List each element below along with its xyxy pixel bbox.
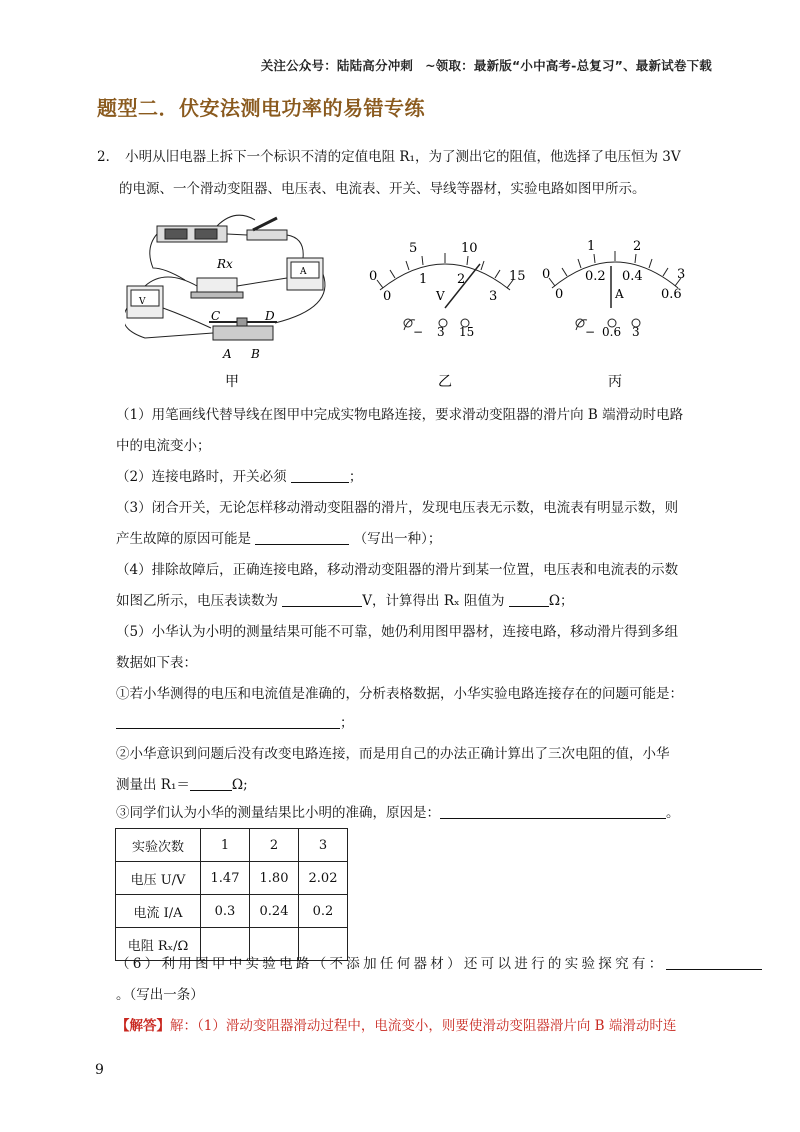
table-cell: 电阻 Rₓ/Ω xyxy=(116,928,201,961)
table-cell: 1.47 xyxy=(201,862,250,895)
table-cell: 2.02 xyxy=(299,862,348,895)
answer-blank-2[interactable] xyxy=(291,468,349,483)
table-header-cell: 1 xyxy=(201,829,250,862)
ammeter-scale-0.4: 0.4 xyxy=(622,269,643,284)
figure-diagrams xyxy=(125,208,705,398)
table-header-cell: 3 xyxy=(299,829,348,862)
answer-text: 解：（1）滑动变阻器滑动过程中，电流变小，则要使滑动变阻器滑片向 B 端滑动时连 xyxy=(170,1018,677,1034)
rx-label: Rx xyxy=(217,257,233,271)
voltmeter-scale-0-inner: 0 xyxy=(383,289,392,304)
table-cell: 电流 I/A xyxy=(116,895,201,928)
voltmeter-ticks xyxy=(377,253,513,288)
table-row xyxy=(116,862,348,895)
table-cell: 1.80 xyxy=(250,862,299,895)
question-line-2: 的电源、一个滑动变阻器、电压表、电流表、开关、导线等器材，实验电路如图甲所示。 xyxy=(119,181,646,197)
table-cell: 0.24 xyxy=(250,895,299,928)
table-header-cell: 2 xyxy=(250,829,299,862)
answer-blank-5-2[interactable] xyxy=(190,776,232,791)
part-1-line-1: （1）用笔画线代替导线在图甲中完成实物电路连接，要求滑动变阻器的滑片向 B 端滑动时电路 xyxy=(116,407,684,423)
part-6-line-1: （6）利用图甲中实验电路（不添加任何器材）还可以进行的实验探究有： xyxy=(116,954,762,974)
header-left: 关注公众号：陆陆高分冲刺 xyxy=(260,58,414,73)
voltmeter-scale-0-outer: 0 xyxy=(369,269,378,284)
header-right: ~领取：最新版“小中高考-总复习”、最新试卷下载 xyxy=(425,58,712,73)
question-number: 2． xyxy=(97,149,120,165)
question-line-1: 2． 小明从旧电器上拆下一个标识不清的定值电阻 R₁，为了测出它的阻值，他选择了电压恒为 3V xyxy=(97,149,681,165)
answer-tag: 【解答】 xyxy=(116,1018,170,1034)
part-5-item-2-line-2: 测量出 R₁＝ Ω; xyxy=(116,777,248,793)
table-row xyxy=(116,895,348,928)
voltmeter-letter: V xyxy=(139,297,146,307)
part-1-line-2: 中的电流变小； xyxy=(116,438,211,454)
ammeter-scale-0.2: 0.2 xyxy=(585,269,606,284)
rheostat-label-d: D xyxy=(265,309,275,323)
answer-blank-4-resistance[interactable] xyxy=(509,592,549,607)
part-4-line-2: 如图乙所示，电压表读数为 V，计算得出 Rₓ 阻值为 Ω； xyxy=(116,593,574,609)
answer-blank-6[interactable] xyxy=(666,955,762,970)
part-2: （2）连接电路时，开关必须 ； xyxy=(116,469,363,485)
answer-blank-5-1[interactable] xyxy=(116,714,340,729)
part-3-line-1: （3）闭合开关，无论怎样移动滑动变阻器的滑片，发现电压表无示数，电流表有明显示数，则 xyxy=(116,500,679,516)
voltmeter-scale-5: 5 xyxy=(409,241,418,256)
voltmeter-dial-letter: V xyxy=(436,289,445,303)
part-5-item-3: ③同学们认为小华的测量结果比小明的准确，原因是： 。 xyxy=(116,805,680,821)
figure-caption-jia: 甲 xyxy=(225,374,239,390)
voltmeter-scale-1: 1 xyxy=(419,272,428,287)
answer-line xyxy=(116,1014,676,1034)
part-6-line-2: 。（写出一条） xyxy=(116,987,204,1003)
part-5-item-1-blank: ； xyxy=(116,713,354,733)
part-5-item-1: ①若小华测得的电压和电流值是准确的，分析表格数据，小华实验电路连接存在的问题可能是： xyxy=(116,686,683,702)
ammeter-terminal-0.6: 0.6 xyxy=(602,325,622,339)
ammeter-scale-3: 3 xyxy=(677,267,686,282)
rheostat-body xyxy=(213,326,273,340)
figure-caption-bing: 丙 xyxy=(608,374,622,390)
figure-caption-yi: 乙 xyxy=(438,374,452,390)
part-5-line-1: （5）小华认为小明的测量结果可能不可靠，她仍利用图甲器材，连接电路，移动滑片得到多组 xyxy=(116,624,679,640)
part-5-line-2: 数据如下表： xyxy=(116,655,197,671)
ammeter-scale-0-outer: 0 xyxy=(542,267,551,282)
resistor-body xyxy=(197,278,237,292)
table-header-row xyxy=(116,829,348,862)
page-header xyxy=(261,56,712,74)
data-table xyxy=(115,828,348,961)
voltmeter-terminal-3: 3 xyxy=(437,325,445,339)
rheostat-label-a: A xyxy=(223,347,232,361)
switch-base xyxy=(247,230,287,240)
ammeter-scale-0-inner: 0 xyxy=(555,287,564,302)
part-5-item-2-line-1: ②小华意识到问题后没有改变电路连接，而是用自己的办法正确计算出了三次电阻的值，小华 xyxy=(116,746,670,762)
table-cell: 0.2 xyxy=(299,895,348,928)
page-number: 9 xyxy=(95,1062,104,1078)
ammeter-scale-0.6: 0.6 xyxy=(661,287,682,302)
ammeter-terminal-3: 3 xyxy=(632,325,640,339)
ammeter-dial-letter: A xyxy=(615,287,624,301)
table-cell: 0.3 xyxy=(201,895,250,928)
part-3-line-2: 产生故障的原因可能是 （写出一种）； xyxy=(116,531,442,547)
voltmeter-scale-2: 2 xyxy=(457,272,466,287)
voltmeter-terminal-15: 15 xyxy=(459,325,475,339)
answer-blank-4-voltage[interactable] xyxy=(282,592,362,607)
rheostat-label-c: C xyxy=(211,309,221,323)
voltmeter-scale-10: 10 xyxy=(461,241,478,256)
figure-jia-circuit xyxy=(125,215,325,340)
part-4-line-1: （4）排除故障后，正确连接电路，移动滑动变阻器的滑片到某一位置，电压表和电流表的示数 xyxy=(116,562,679,578)
voltmeter-terminal-minus: − xyxy=(413,325,424,339)
table-header-cell: 实验次数 xyxy=(116,829,201,862)
table-cell: 电压 U/V xyxy=(116,862,201,895)
ammeter-terminal-minus: − xyxy=(585,325,596,339)
voltmeter-scale-15: 15 xyxy=(509,269,526,284)
ammeter-scale-2: 2 xyxy=(633,239,642,254)
section-title: 题型二．伏安法测电功率的易错专练 xyxy=(97,96,425,120)
answer-blank-5-3[interactable] xyxy=(440,804,666,819)
rheostat-label-b: B xyxy=(251,347,260,361)
ammeter-scale-1: 1 xyxy=(587,239,596,254)
voltmeter-scale-3: 3 xyxy=(489,289,498,304)
answer-blank-3[interactable] xyxy=(255,530,349,545)
ammeter-letter: A xyxy=(300,267,307,277)
